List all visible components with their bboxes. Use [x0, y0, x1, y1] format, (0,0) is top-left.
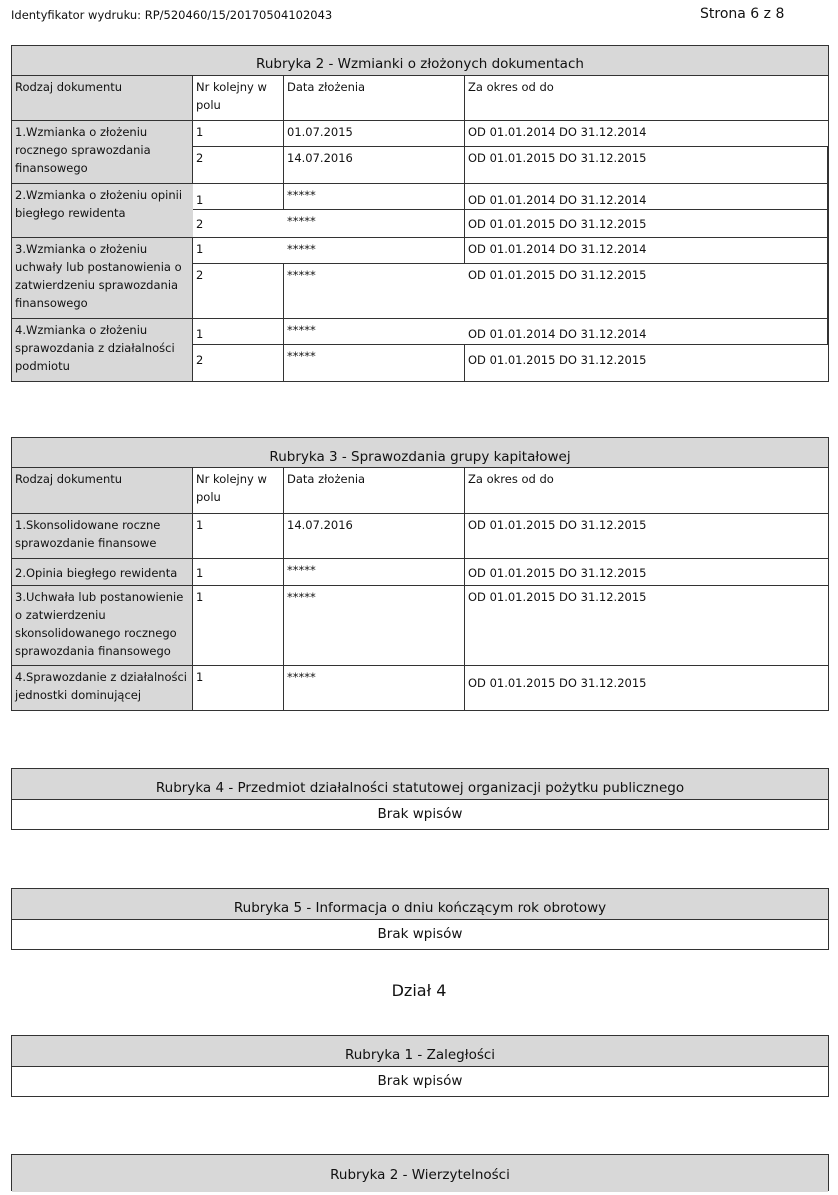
date-cell: *****	[284, 238, 465, 264]
date-cell: 14.07.2016	[284, 514, 465, 559]
nr-cell: 1	[193, 238, 284, 264]
doc-type-cell: 3.Uchwała lub postanowienie o zatwierdzeniu skonsolidowanego rocznego sprawozdania finansowego	[12, 586, 193, 666]
period-cell: OD 01.01.2015 DO 31.12.2015	[465, 264, 828, 319]
print-identifier: Identyfikator wydruku: RP/520460/15/20170504102043	[11, 8, 333, 22]
rubryka-3-table	[11, 437, 829, 711]
rubryka-2-table	[11, 45, 829, 382]
doc-type-cell: 2.Wzmianka o złożeniu opinii biegłego rewidenta	[12, 184, 193, 238]
date-cell: *****	[284, 210, 465, 238]
period-cell: OD 01.01.2015 DO 31.12.2015	[465, 147, 828, 184]
date-cell: *****	[284, 666, 465, 710]
period-cell: OD 01.01.2015 DO 31.12.2015	[468, 676, 647, 690]
date-cell: *****	[284, 184, 465, 210]
rubryka-2-title: Rubryka 2 - Wzmianki o złożonych dokumentach	[12, 46, 828, 76]
period-cell: OD 01.01.2014 DO 31.12.2014	[465, 121, 828, 147]
period-cell: OD 01.01.2015 DO 31.12.2015	[468, 353, 647, 367]
rubryka-5-title: Rubryka 5 - Informacja o dniu kończącym rok obrotowy	[12, 889, 828, 920]
rubryka-4-title: Rubryka 4 - Przedmiot działalności statutowej organizacji pożytku publicznego	[12, 769, 828, 800]
nr-cell: 1	[193, 514, 284, 559]
doc-type-cell: 2.Opinia biegłego rewidenta	[12, 559, 193, 586]
dzial-4-rubryka-1-title: Rubryka 1 - Zaległości	[12, 1036, 828, 1067]
nr-cell: 1	[193, 586, 284, 666]
doc-type-cell: 3.Wzmianka o złożeniu uchwały lub postanowienia o zatwierdzeniu sprawozdania finansowego	[12, 238, 193, 319]
doc-type-cell: 4.Sprawozdanie z działalności jednostki dominującej	[12, 666, 193, 710]
date-cell: 14.07.2016	[284, 147, 465, 184]
dzial-4-rubryka-1-table	[11, 1035, 829, 1097]
date-cell: *****	[284, 586, 465, 666]
date-cell: *****	[284, 319, 465, 345]
col-header-doc-type: Rodzaj dokumentu	[12, 468, 193, 514]
period-cell: OD 01.01.2015 DO 31.12.2015	[465, 586, 828, 666]
col-header-date: Data złożenia	[284, 468, 465, 514]
nr-cell: 1	[193, 559, 284, 586]
doc-type-cell: 1.Wzmianka o złożeniu rocznego sprawozdania finansowego	[12, 121, 193, 184]
nr-cell: 2	[193, 264, 284, 319]
no-entries-text: Brak wpisów	[12, 1067, 828, 1096]
col-header-nr: Nr kolejny w polu	[193, 76, 284, 121]
nr-cell: 2	[193, 345, 284, 381]
section-title: Dział 4	[391, 981, 447, 1000]
nr-cell: 1	[193, 666, 284, 710]
nr-cell: 1	[193, 184, 284, 210]
page-number: Strona 6 z 8	[700, 6, 785, 22]
date-cell: *****	[284, 345, 465, 381]
rubryka-5-table	[11, 888, 829, 950]
period-cell: OD 01.01.2014 DO 31.12.2014	[465, 238, 828, 264]
col-header-nr: Nr kolejny w polu	[193, 468, 284, 514]
period-cell: OD 01.01.2015 DO 31.12.2015	[465, 210, 828, 238]
dzial-4-rubryka-2-table	[11, 1154, 829, 1191]
date-cell: 01.07.2015	[284, 121, 465, 147]
col-header-doc-type: Rodzaj dokumentu	[12, 76, 193, 121]
doc-type-cell: 1.Skonsolidowane roczne sprawozdanie finansowe	[12, 514, 193, 559]
nr-cell: 2	[193, 210, 284, 238]
no-entries-text: Brak wpisów	[12, 800, 828, 829]
rubryka-3-title: Rubryka 3 - Sprawozdania grupy kapitałowej	[12, 438, 828, 468]
date-cell: *****	[284, 559, 465, 586]
col-header-date: Data złożenia	[284, 76, 465, 121]
col-header-period: Za okres od do	[465, 76, 828, 121]
nr-cell: 1	[193, 121, 284, 147]
col-header-period: Za okres od do	[465, 468, 828, 514]
date-cell: *****	[284, 264, 465, 319]
period-cell: OD 01.01.2015 DO 31.12.2015	[465, 514, 828, 559]
period-cell: OD 01.01.2015 DO 31.12.2015	[465, 559, 828, 586]
no-entries-text: Brak wpisów	[12, 920, 828, 949]
doc-type-cell: 4.Wzmianka o złożeniu sprawozdania z działalności podmiotu	[12, 319, 193, 381]
nr-cell: 1	[193, 319, 284, 345]
nr-cell: 2	[193, 147, 284, 184]
period-cell: OD 01.01.2014 DO 31.12.2014	[465, 184, 828, 210]
rubryka-4-table	[11, 768, 829, 830]
period-cell: OD 01.01.2014 DO 31.12.2014	[465, 319, 828, 345]
dzial-4-rubryka-2-title: Rubryka 2 - Wierzytelności	[12, 1155, 828, 1192]
